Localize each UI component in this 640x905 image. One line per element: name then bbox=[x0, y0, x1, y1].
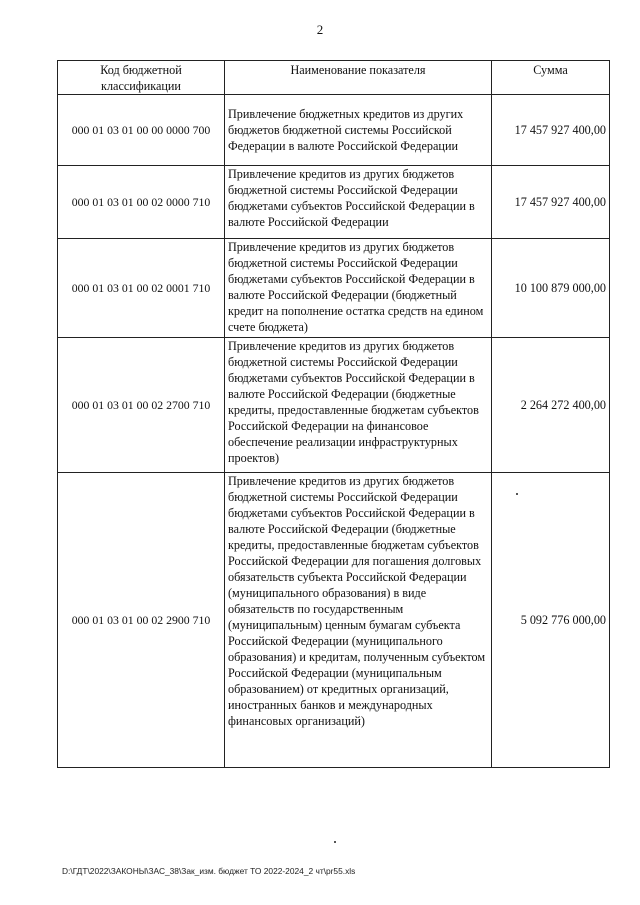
row-sum: 10 100 879 000,00 bbox=[492, 239, 610, 338]
row-code: 000 01 03 01 00 02 0000 710 bbox=[58, 166, 225, 239]
row-name: Привлечение кредитов из других бюджетов бюджетной системы Российской Федерации бюджетами субъектов Российской Федерации в валюте Российской Федерации (бюджетные кредиты, предоставленные бюджетам субъектов Российской Федерации на финансовое обеспечение реализации инфраструктурных проектов) bbox=[225, 338, 492, 473]
row-name: Привлечение кредитов из других бюджетов бюджетной системы Российской Федерации бюджетами субъектов Российской Федерации в валюте Российской Федерации (бюджетные кредиты, предоставленные бюджетам субъектов Российской Федерации для погашения долговых обязательств субъекта Российской Федерации (муниципального образования) в виде обязательств по государственным (муниципальным) ценным бумагам субъекта Российской Федерации (муниципального образования) и кредитам, полученным субъектом Российской Федерации (муниципальным образованием) от кредитных организаций, иностранных банков и международных финансовых организаций) bbox=[225, 473, 492, 768]
table-row bbox=[58, 166, 610, 239]
row-code: 000 01 03 01 00 00 0000 700 bbox=[58, 95, 225, 166]
scan-speck bbox=[516, 493, 518, 495]
row-name: Привлечение кредитов из других бюджетов бюджетной системы Российской Федерации бюджетами субъектов Российской Федерации в валюте Российской Федерации (бюджетный кредит на пополнение остатка средств на едином счете бюджета) bbox=[225, 239, 492, 338]
row-sum: 17 457 927 400,00 bbox=[492, 166, 610, 239]
page-number: 2 bbox=[316, 22, 324, 37]
row-sum: 2 264 272 400,00 bbox=[492, 338, 610, 473]
header-name: Наименование показателя bbox=[225, 61, 492, 95]
row-code: 000 01 03 01 00 02 2700 710 bbox=[58, 338, 225, 473]
table-row bbox=[58, 473, 610, 768]
row-sum: 17 457 927 400,00 bbox=[492, 95, 610, 166]
row-code: 000 01 03 01 00 02 2900 710 bbox=[58, 473, 225, 768]
scan-speck bbox=[334, 841, 336, 843]
table-row bbox=[58, 95, 610, 166]
row-code: 000 01 03 01 00 02 0001 710 bbox=[58, 239, 225, 338]
header-code: Код бюджетной классификации bbox=[58, 61, 225, 95]
row-name: Привлечение кредитов из других бюджетов бюджетной системы Российской Федерации бюджетами субъектов Российской Федерации в валюте Российской Федерации bbox=[225, 166, 492, 239]
file-path-footer: D:\ГДТ\2022\ЗАКОНЫ\ЗАС_38\Зак_изм. бюджет ТО 2022-2024_2 чт\pr55.xls bbox=[62, 866, 356, 876]
row-name: Привлечение бюджетных кредитов из других бюджетов бюджетной системы Российской Федерации в валюте Российской Федерации bbox=[225, 95, 492, 166]
table-row bbox=[58, 338, 610, 473]
row-sum: 5 092 776 000,00 bbox=[492, 473, 610, 768]
table-header-row bbox=[58, 61, 610, 95]
budget-sources-table bbox=[57, 60, 610, 768]
table-row bbox=[58, 239, 610, 338]
header-sum: Сумма bbox=[492, 61, 610, 95]
